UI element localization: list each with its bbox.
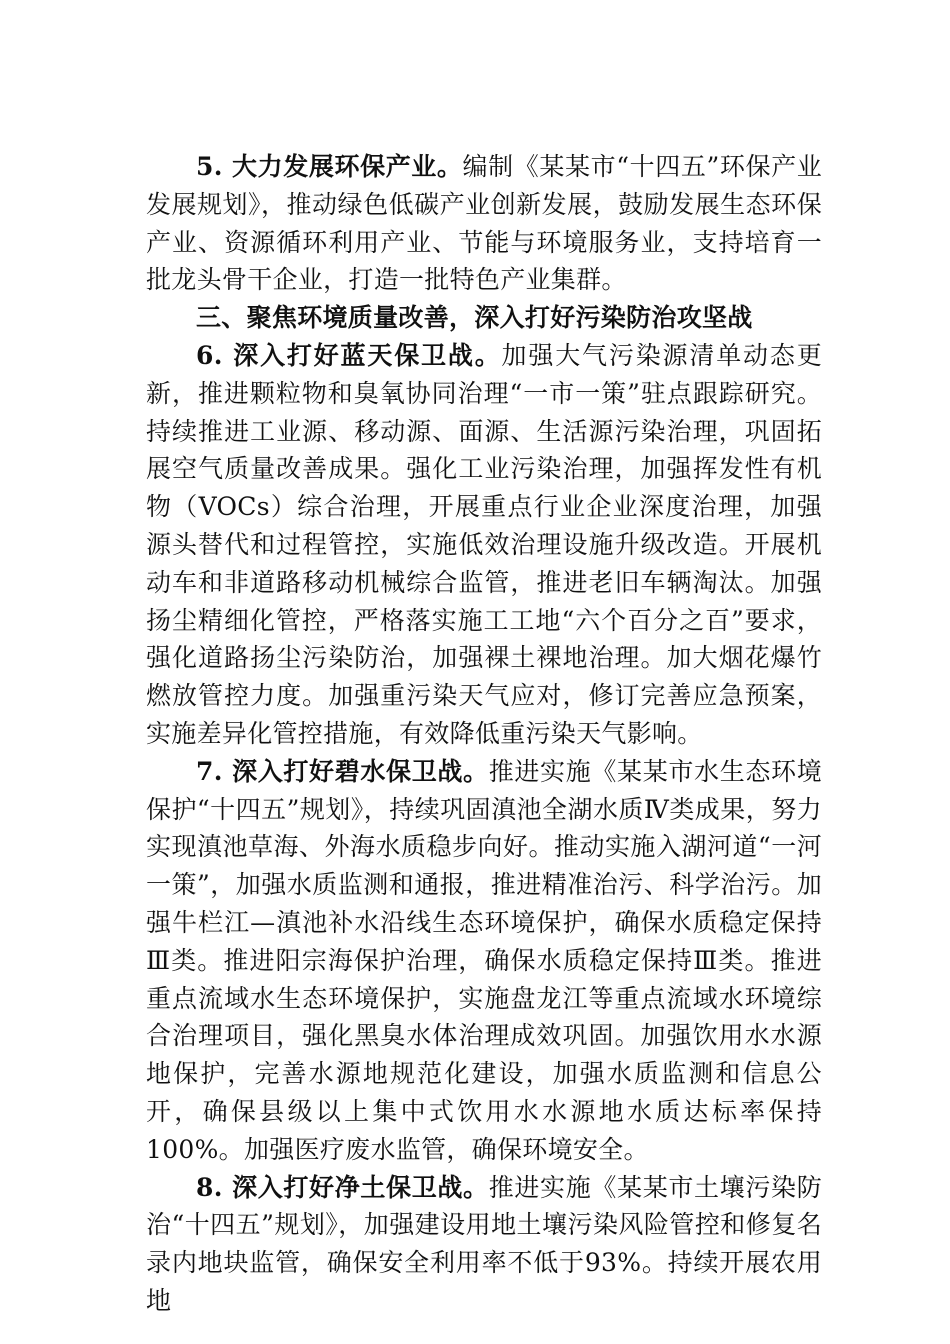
section-heading-3: 三、聚焦环境质量改善，深入打好污染防治攻坚战 <box>196 303 753 333</box>
paragraph-7-body: 推进实施《某某市水生态环境保护“十四五”规划》，持续巩固滇池全湖水质Ⅳ类成果，努力实现滇池草海、外海水质稳步向好。推动实施入湖河道“一河一策”，加强水质监测和通报，推进精准治污、科学治污。加强牛栏江—滇池补水沿线生态环境保护，确保水质稳定保持Ⅲ类。推进阳宗海保护治理，确保水质稳定保持Ⅲ类。推进重点流域水生态环境保护，实施盘龙江等重点流域水环境综合治理项目，强化黑臭水体治理成效巩固。加强饮用水水源地保护，完善水源地规范化建设，加强水质监测和信息公开，确保县级以上集中式饮用水水源地水质达标率保持100%。加强医疗废水监管，确保环境安全。 <box>146 756 822 1164</box>
paragraph-5-lead: 5. 大力发展环保产业。 <box>196 152 463 181</box>
paragraph-6-lead: 6. 深入打好蓝天保卫战。 <box>196 340 502 370</box>
paragraph-6-body: 加强大气污染源清单动态更新，推进颗粒物和臭氧协同治理“一市一策”驻点跟踪研究。持续推进工业源、移动源、面源、生活源污染治理，巩固拓展空气质量改善成果。强化工业污染治理，加强挥发性有机物（VOCs）综合治理，开展重点行业企业深度治理，加强源头替代和过程管控，实施低效治理设施升级改造。开展机动车和非道路移动机械综合监管，推进老旧车辆淘汰。加强扬尘精细化管控，严格落实施工工地“六个百分之百”要求，强化道路扬尘污染防治，加强裸土裸地治理。加大烟花爆竹燃放管控力度。加强重污染天气应对，修订完善应急预案，实施差异化管控措施，有效降低重污染天气影响。 <box>146 340 822 748</box>
paragraph-8 <box>146 1169 822 1320</box>
paragraph-6 <box>146 337 822 753</box>
paragraph-8-lead: 8. 深入打好净土保卫战。 <box>196 1172 489 1202</box>
paragraph-8-body: 推进实施《某某市土壤污染防治“十四五”规划》，加强建设用地土壤污染风险管控和修复名录内地块监管，确保安全利用率不低于93%。持续开展农用地 <box>146 1172 822 1315</box>
paragraph-5 <box>146 148 822 299</box>
paragraph-7 <box>146 753 822 1169</box>
paragraph-5-body: 编制《某某市“十四五”环保产业发展规划》，推动绿色低碳产业创新发展，鼓励发展生态环保产业、资源循环利用产业、节能与环境服务业，支持培育一批龙头骨干企业，打造一批特色产业集群。 <box>146 152 822 295</box>
paragraph-7-lead: 7. 深入打好碧水保卫战。 <box>196 756 489 786</box>
